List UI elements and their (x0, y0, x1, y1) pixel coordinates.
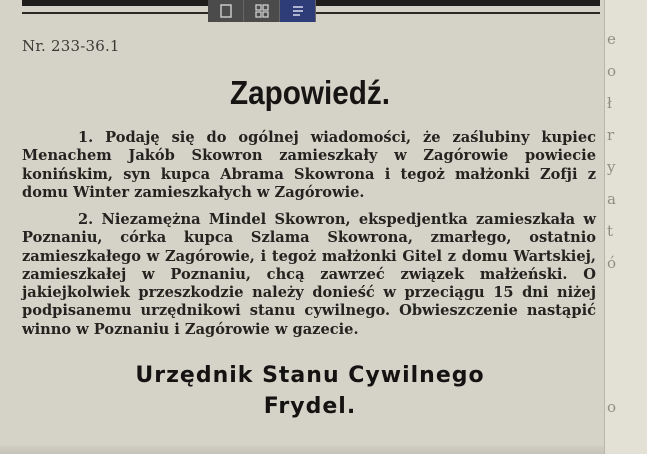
grid-view-icon (255, 4, 269, 18)
single-page-button[interactable] (208, 0, 244, 22)
grid-view-button[interactable] (244, 0, 280, 22)
paragraph-1-text: 1. Podaję się do ogólnej wiadomości, że zaślubiny kupiec Menachem Jakób Skowron zamieszkały w Zagórowie powiecie konińskim, syn kupca Abrama Skowrona i tegoż małżonki Zofji z domu Winter zamieszkałych w Zagórowie. (22, 129, 596, 201)
adjacent-column (604, 0, 647, 454)
paragraph-2-text: 2. Niezamężna Mindel Skowron, ekspedjentka zamieszkała w Poznaniu, córka kupca Szlama Skowrona, zmarłego, ostatnio zamieszkałego w Zagórowie, i tegoż małżonki Gitel z domu Wartskiej, zamieszkałej w Poznaniu, chcą zawrzeć związek małżeński. O jakiejkolwiek przeszkodzie należy donieść w przeciągu 15 dni niżej podpisanemu urzędnikowi stanu cywilnego. Obwieszczenie nastąpić winno w Poznaniu i Zagórowie w gazecie. (22, 211, 596, 338)
adjacent-text-fragment: o (607, 62, 617, 80)
notice-title: Zapowiedź. (229, 74, 391, 111)
adjacent-text-fragment: e (607, 30, 616, 48)
paragraph-1 (22, 129, 596, 202)
signature-title: Urzędnik Stanu Cywilnego (135, 363, 485, 388)
adjacent-text-fragment: o (607, 398, 617, 416)
adjacent-text-fragment: t (607, 222, 614, 240)
adjacent-text-fragment: ó (607, 254, 617, 272)
adjacent-text-fragment: ł (607, 94, 612, 112)
adjacent-text-fragment: a (607, 190, 616, 208)
single-page-icon (219, 4, 233, 18)
notice-number: Nr. 233-36.1 (22, 37, 120, 55)
adjacent-text-fragment: r (607, 126, 615, 144)
text-view-button[interactable] (280, 0, 316, 22)
viewer-toolbar (208, 0, 316, 22)
page-edge (0, 446, 610, 454)
paragraph-2 (22, 211, 596, 339)
text-view-icon (291, 4, 305, 18)
adjacent-text-fragment: y (607, 158, 616, 176)
signature-name: Frydel. (263, 394, 357, 419)
